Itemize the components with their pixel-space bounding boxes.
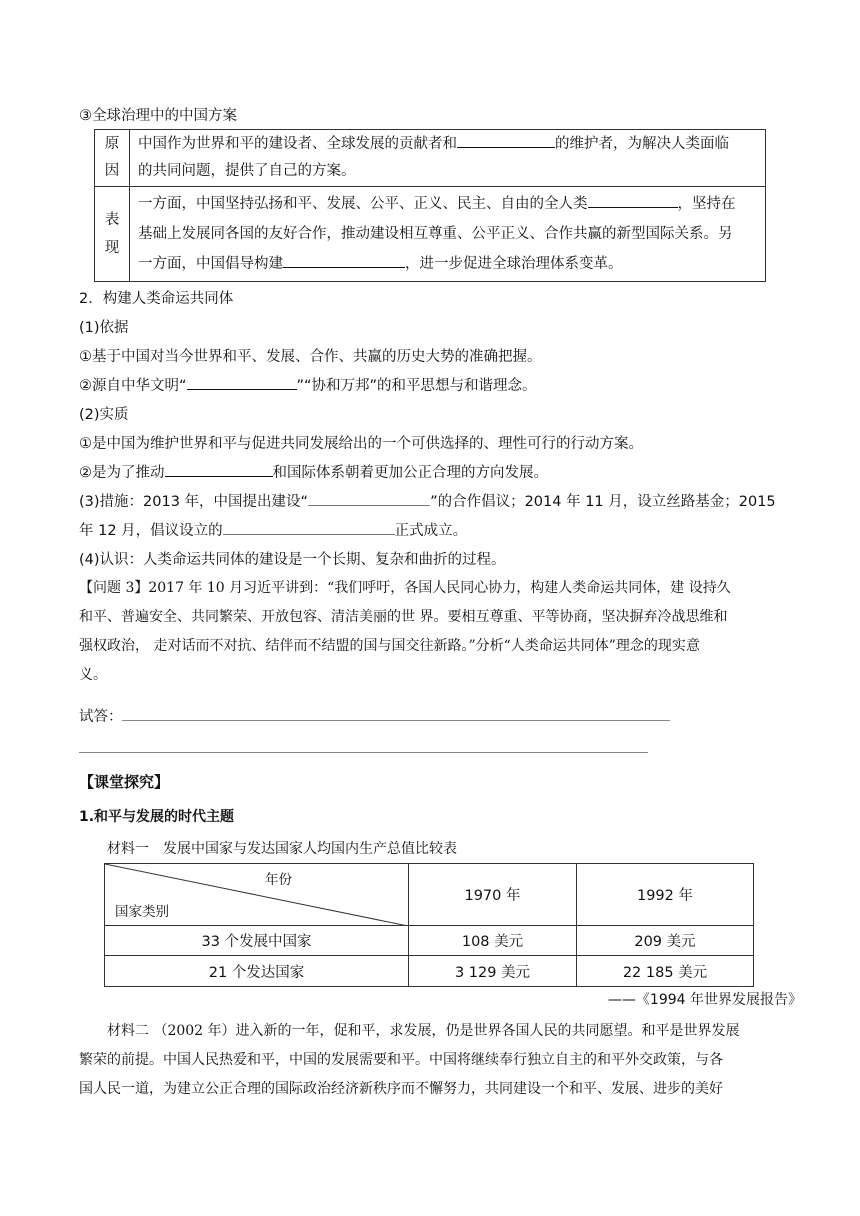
column-header: 1970 年 bbox=[409, 864, 577, 926]
basis-item: ①基于中国对当今世界和平、发展、合作、共赢的历史大势的准确把握。 bbox=[79, 349, 542, 365]
question-line: 义。 bbox=[79, 667, 107, 683]
subsection-title: (2)实质 bbox=[79, 407, 129, 423]
essence-item: ①是中国为维护世界和平与促进共同发展给出的一个可供选择的、理性可行的行动方案。 bbox=[79, 436, 643, 452]
year-header: 年份 bbox=[265, 872, 292, 888]
cell-text: 一方面，中国坚持弘扬和平、发展、公平、正义、民主、自由的全人类 bbox=[138, 196, 588, 212]
material-line: 材料二 （2002 年）进入新的一年，促和平，求发展，仍是世界各国人民的共同愿望。和平是世界发展 bbox=[107, 1023, 740, 1039]
fill-blank[interactable] bbox=[283, 253, 405, 268]
row-value: 3 129 美元 bbox=[409, 956, 577, 987]
table-content-cell bbox=[130, 130, 766, 187]
subsection-title: (1)依据 bbox=[79, 320, 129, 336]
section-heading: 【课堂探究】 bbox=[79, 773, 170, 791]
source-citation: ——《1994 年世界发展报告》 bbox=[607, 992, 802, 1008]
cell-text: 基础上发展同各国的友好合作，推动建设相互尊重、公平正义、合作共赢的新型国际关系。另 bbox=[138, 226, 733, 242]
table-row bbox=[105, 926, 754, 956]
column-header: 1992 年 bbox=[577, 864, 754, 926]
question-line: 强权政治， 走对话而不对抗、结伴而不结盟的国与国交往新路。”分析“人类命运共同体”理念的现实意 bbox=[79, 638, 700, 654]
fill-blank[interactable] bbox=[308, 491, 430, 506]
cell-text: 的维护者，为解决人类面临 bbox=[555, 136, 729, 152]
fill-blank[interactable] bbox=[187, 375, 297, 390]
answer-label: 试答： bbox=[79, 709, 123, 725]
answer-line[interactable] bbox=[122, 720, 670, 721]
fill-blank[interactable] bbox=[223, 520, 395, 535]
cell-text: 中国作为世界和平的建设者、全球发展的贡献者和 bbox=[138, 136, 457, 152]
cell-text: ，进一步促进全球治理体系变革。 bbox=[405, 256, 623, 272]
measure-line: (3)措施：2013 年，中国提出建设“ ”的合作倡议；2014 年 11 月，设立丝路基金；2015 bbox=[79, 490, 776, 511]
material-line: 繁荣的前提。中国人民热爱和平，中国的发展需要和平。中国将继续奉行独立自主的和平外交政策，与各 bbox=[79, 1052, 723, 1068]
governance-table bbox=[94, 129, 766, 282]
row-name: 33 个发展中国家 bbox=[105, 926, 409, 956]
table-header-cell bbox=[95, 130, 130, 187]
section-title: ③全球治理中的中国方案 bbox=[79, 108, 237, 124]
answer-line[interactable] bbox=[79, 752, 648, 753]
table-content-cell bbox=[130, 187, 766, 282]
gdp-table bbox=[104, 863, 754, 986]
row-value: 22 185 美元 bbox=[577, 956, 754, 987]
question-line: 和平、普遍安全、共同繁荣、开放包容、清洁美丽的世 界。要相互尊重、平等协商，坚决摒弃冷战思维和 bbox=[79, 609, 728, 625]
header-char: 原 bbox=[104, 136, 120, 152]
category-header: 国家类别 bbox=[115, 904, 169, 920]
cell-text: 的共同问题，提供了自己的方案。 bbox=[138, 163, 356, 179]
cell-text: ，坚持在 bbox=[677, 196, 736, 212]
material-caption: 材料一 发展中国家与发达国家人均国内生产总值比较表 bbox=[107, 841, 457, 857]
understanding-line: (4)认识：人类命运共同体的建设是一个长期、复杂和曲折的过程。 bbox=[79, 552, 506, 568]
fill-blank[interactable] bbox=[457, 133, 555, 148]
row-name: 21 个发达国家 bbox=[105, 956, 409, 987]
table-row bbox=[105, 956, 754, 987]
question-line: 【问题 3】2017 年 10 月习近平讲到：“我们呼吁，各国人民同心协力，构建人类命运共同体，建 设持久 bbox=[79, 580, 731, 596]
topic-title: 1.和平与发展的时代主题 bbox=[79, 809, 235, 825]
essence-item: ②是为了推动 和国际体系朝着更加公正合理的方向发展。 bbox=[79, 461, 548, 482]
fill-blank[interactable] bbox=[165, 462, 273, 477]
row-value: 209 美元 bbox=[577, 926, 754, 956]
basis-item: ②源自中华文明“ ”“协和万邦”的和平思想与和谐理念。 bbox=[79, 374, 537, 395]
fill-blank[interactable] bbox=[588, 193, 678, 208]
header-char: 因 bbox=[104, 163, 120, 179]
material-line: 国人民一道，为建立公正合理的国际政治经济新秩序而不懈努力，共同建设一个和平、发展、进步的美好 bbox=[79, 1081, 723, 1097]
header-char: 表 bbox=[104, 212, 120, 228]
header-char: 现 bbox=[104, 240, 120, 256]
cell-text: 一方面，中国倡导构建 bbox=[138, 256, 283, 272]
table-header-cell bbox=[95, 187, 130, 282]
part-title: 2．构建人类命运共同体 bbox=[79, 291, 234, 307]
row-value: 108 美元 bbox=[409, 926, 577, 956]
measure-line: 年 12 月，倡议设立的 正式成立。 bbox=[79, 519, 467, 540]
diagonal-header-cell bbox=[105, 864, 409, 926]
